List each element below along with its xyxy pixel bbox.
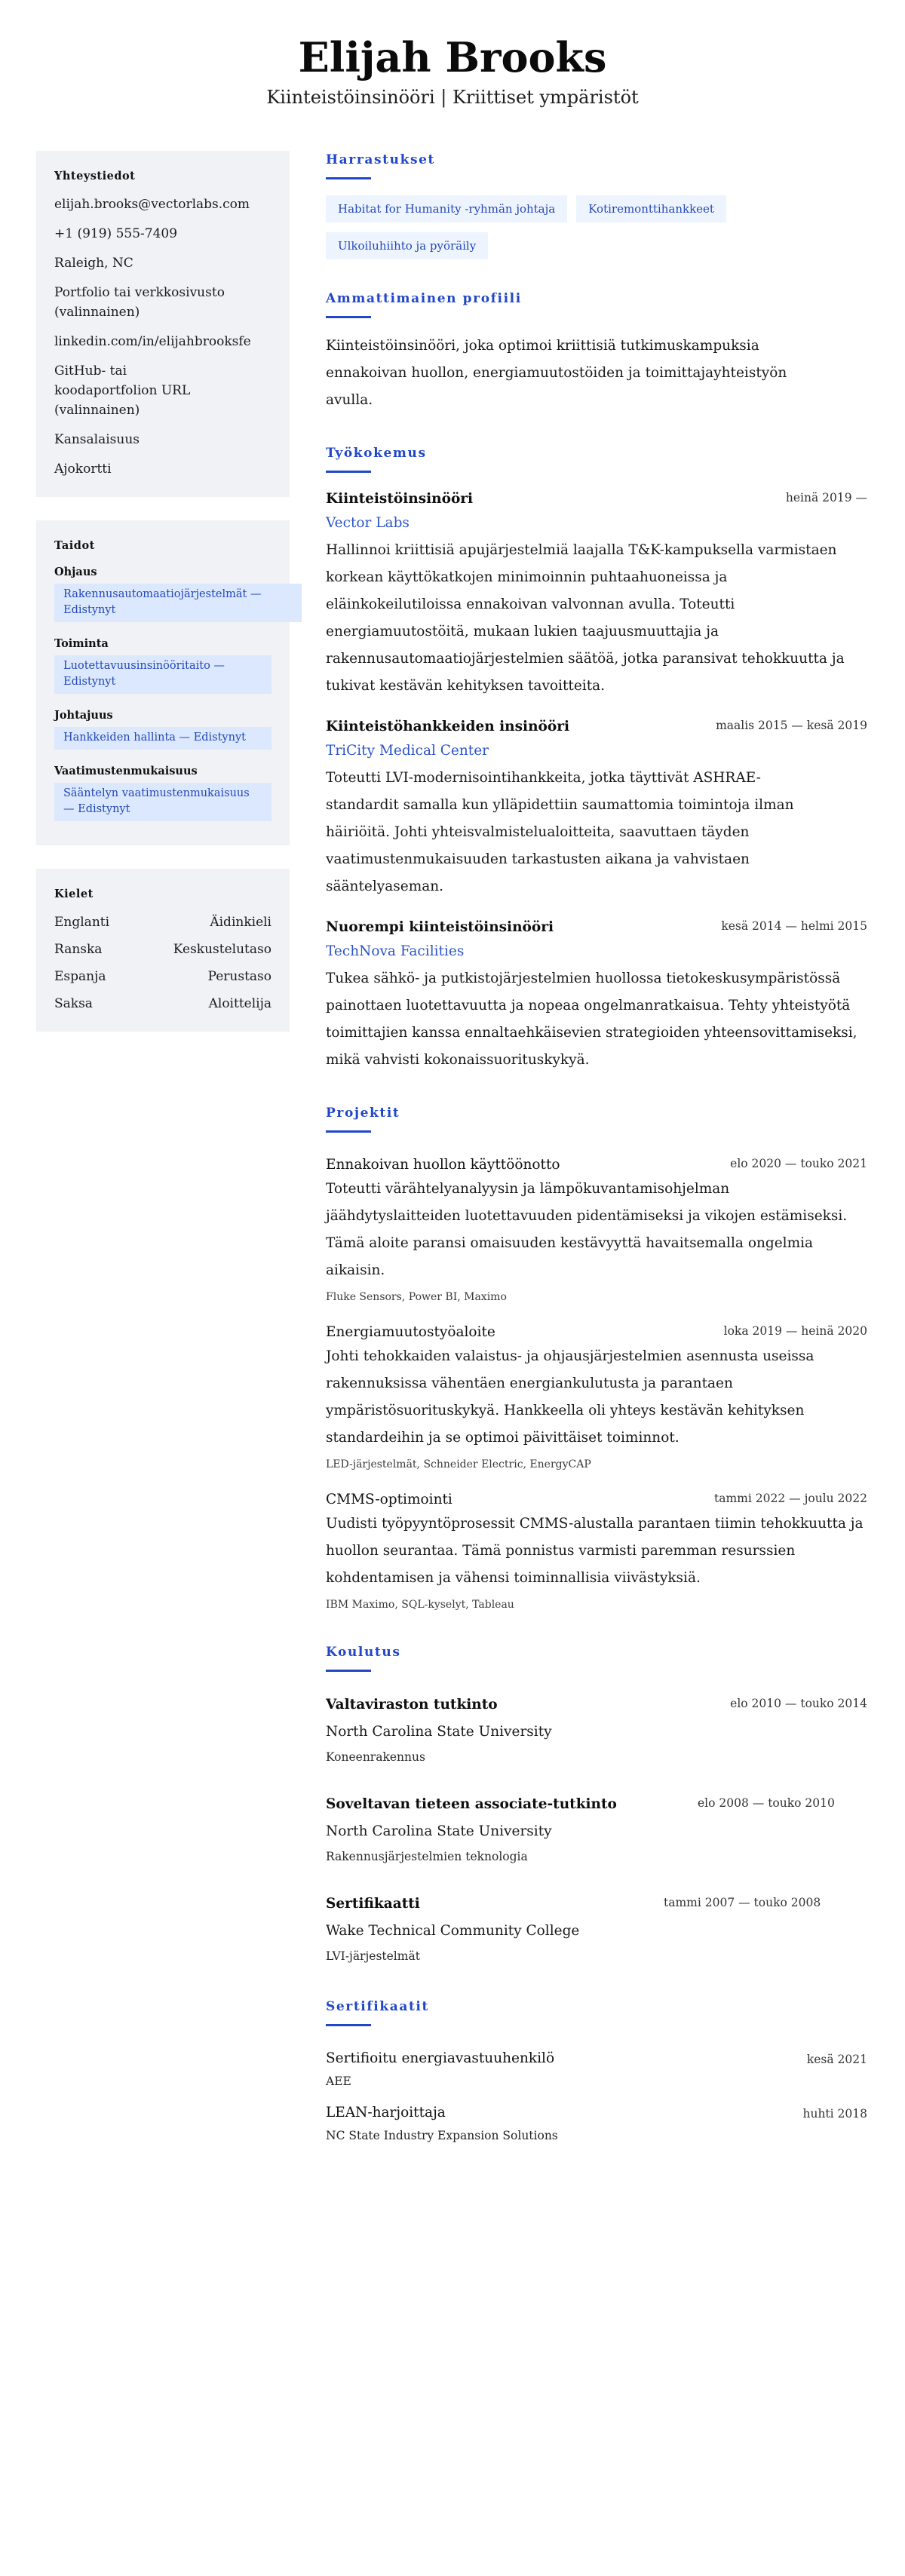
section-divider <box>326 471 371 473</box>
section-title-experience: Työkokemus <box>326 446 427 461</box>
contact-github[interactable]: GitHub- tai koodaportfolion URL (valinnainen) <box>54 363 191 418</box>
certification-date: kesä 2021 <box>806 2053 867 2066</box>
certification-date: huhti 2018 <box>802 2107 867 2121</box>
project-tech: LED-järjestelmät, Schneider Electric, EnergyCAP <box>326 1458 591 1470</box>
contact-portfolio[interactable]: Portfolio tai verkkosivusto (valinnainen) <box>54 285 225 320</box>
profile-section <box>326 290 867 414</box>
certification-name: LEAN-harjoittaja <box>326 2105 446 2121</box>
skill-group <box>54 636 272 694</box>
section-title-certifications: Sertifikaatit <box>326 1999 429 2014</box>
language-level: Äidinkieli <box>210 915 272 930</box>
job-title: Kiinteistöhankkeiden insinööri <box>326 719 569 734</box>
project-description: Johti tehokkaiden valaistus- ja ohjausjärjestelmien asennusta useissa rakennuksissa vähentäen energiankulutusta ja parantaen ympäristösuorituskykyä. Hankkeella oli yhteys kestävän kehityksen standardeihin ja se optimoi päivittäiset toiminnot. <box>326 1348 814 1446</box>
main-column <box>326 151 867 2176</box>
language-level: Perustaso <box>207 969 272 984</box>
project-description: Uudisti työpyyntöprosessit CMMS-alustalla parantaen tiimin tehokkuutta ja huollon seurantaa. Tämä ponnistus varmisti paremman resurssien kohdentamisen ja vähensi toiminnallisia viivästyksiä. <box>326 1516 864 1586</box>
section-title-profile: Ammattimainen profiili <box>326 291 522 306</box>
job-company: TriCity Medical Center <box>326 743 489 759</box>
project-entry <box>326 1155 867 1305</box>
job-company: Vector Labs <box>326 515 410 531</box>
language-level: Aloittelija <box>208 996 272 1011</box>
project-header <box>326 1489 867 1510</box>
contact-phone[interactable]: +1 (919) 555-7409 <box>54 226 178 241</box>
project-tech: Fluke Sensors, Power BI, Maximo <box>326 1291 507 1303</box>
certification-details <box>326 2100 558 2145</box>
skill-group <box>54 564 272 622</box>
project-header <box>326 1322 867 1343</box>
contact-location: Raleigh, NC <box>54 256 133 271</box>
project-title: Energiamuutostyöaloite <box>326 1324 495 1340</box>
interest-tag: Ulkoiluhiihto ja pyöräily <box>326 232 488 259</box>
education-date: tammi 2007 — touko 2008 <box>664 1896 821 1909</box>
skill-group <box>54 707 272 750</box>
section-divider <box>326 1670 371 1672</box>
contact-drivers-license: Ajokortti <box>54 462 112 477</box>
certification-details <box>326 2046 554 2091</box>
project-header <box>326 1155 867 1176</box>
contact-box <box>36 151 290 497</box>
education-details <box>326 1691 552 1768</box>
language-level: Keskustelutaso <box>173 942 272 957</box>
experience-section <box>326 444 867 1074</box>
job-title: Nuorempi kiinteistöinsinööri <box>326 919 554 935</box>
job-entry <box>326 716 867 900</box>
languages-box <box>36 869 290 1032</box>
skills-box <box>36 520 290 845</box>
education-degree: Sertifikaatti <box>326 1896 420 1912</box>
skill-group <box>54 763 272 821</box>
skill-category: Toiminta <box>54 637 109 650</box>
skill-category: Vaatimustenmukaisuus <box>54 765 198 777</box>
interest-tag: Kotiremonttihankkeet <box>576 195 726 222</box>
profile-summary: Kiinteistöinsinööri, joka optimoi kriittisiä tutkimuskampuksia ennakoivan huollon, energiamuutostöiden ja toimittajayhteistyön avulla. <box>326 338 787 408</box>
certification-entry <box>326 2100 867 2145</box>
education-details <box>326 1891 612 1967</box>
job-company: TechNova Facilities <box>326 943 465 959</box>
languages-heading: Kielet <box>54 888 94 900</box>
certification-name: Sertifioitu energiavastuuhenkilö <box>326 2050 555 2066</box>
section-divider <box>326 177 371 179</box>
language-list <box>54 912 272 1014</box>
language-row <box>54 967 272 986</box>
skill-chip: Rakennusautomaatiojärjestelmät — Edistynyt <box>54 584 302 622</box>
job-date: kesä 2014 — helmi 2015 <box>721 919 867 933</box>
education-degree: Soveltavan tieteen associate-tutkinto <box>326 1796 617 1812</box>
project-tech: IBM Maximo, SQL-kyselyt, Tableau <box>326 1599 514 1611</box>
project-title: Ennakoivan huollon käyttöönotto <box>326 1157 560 1173</box>
resume-layout <box>0 151 905 2176</box>
education-details <box>326 1791 643 1868</box>
language-row <box>54 912 272 932</box>
language-row <box>54 940 272 959</box>
education-field: Rakennusjärjestelmien teknologia <box>326 1850 528 1863</box>
skill-category: Ohjaus <box>54 566 97 578</box>
job-header <box>326 716 867 738</box>
education-field: Koneenrakennus <box>326 1750 425 1764</box>
certification-entry <box>326 2046 867 2091</box>
job-description: Toteutti LVI-modernisointihankkeita, jotka täyttivät ASHRAE-standardit samalla kun ylläpidettiin saumattomia toimintoja ilman häiriöitä. Johti yhteisvalmistelualoitteita, saavuttaen täyden vaatimustenmukaisuuden tarkastusten aikana ja vahvistaen sääntelyaseman. <box>326 770 794 894</box>
skill-chip: Luotettavuusinsinööritaito — Edistynyt <box>54 655 272 694</box>
skill-chip: Hankkeiden hallinta — Edistynyt <box>54 727 272 750</box>
job-date: maalis 2015 — kesä 2019 <box>716 719 867 732</box>
project-entry <box>326 1322 867 1473</box>
language-row <box>54 994 272 1014</box>
language-name: Espanja <box>54 969 106 984</box>
section-divider <box>326 2024 371 2026</box>
language-name: Englanti <box>54 915 110 930</box>
job-header <box>326 917 867 938</box>
candidate-subtitle: Kiinteistöinsinööri | Kriittiset ympäristöt <box>266 87 639 108</box>
contact-citizenship: Kansalaisuus <box>54 432 140 447</box>
education-degree: Valtaviraston tutkinto <box>326 1697 498 1713</box>
interests-section <box>326 151 867 259</box>
section-title-education: Koulutus <box>326 1645 401 1660</box>
education-school: North Carolina State University <box>326 1724 552 1740</box>
education-entry <box>326 1891 867 1967</box>
project-date: loka 2019 — heinä 2020 <box>723 1324 867 1338</box>
job-description: Tukea sähkö- ja putkistojärjestelmien huollossa tietokeskusympäristössä painottaen luotettavuutta ja nopeaa ongelmanratkaisua. Tehty yhteistyötä toimittajien kanssa ennaltaehkäisevien strategioiden yhteensovittamiseksi, mikä vahvisti kokonaissuorituskykyä. <box>326 971 857 1068</box>
project-entry <box>326 1489 867 1613</box>
project-title: CMMS-optimointi <box>326 1492 452 1507</box>
skills-heading: Taidot <box>54 539 95 552</box>
project-date: tammi 2022 — joulu 2022 <box>714 1492 867 1505</box>
section-title-interests: Harrastukset <box>326 152 436 167</box>
job-date: heinä 2019 — <box>785 491 867 504</box>
skill-category: Johtajuus <box>54 709 113 722</box>
language-name: Ranska <box>54 942 103 957</box>
job-entry <box>326 489 867 700</box>
project-description: Toteutti värähtelyanalyysin ja lämpökuvantamisohjelman jäähdytyslaitteiden luotettavuuden pidentämiseksi ja vikojen estämiseksi. Tämä aloite paransi omaisuuden kestävyyttä havaitsemalla ongelmia aikaisin. <box>326 1181 848 1278</box>
education-date: elo 2010 — touko 2014 <box>730 1697 867 1710</box>
education-date: elo 2008 — touko 2010 <box>698 1796 835 1810</box>
resume-header <box>0 0 905 130</box>
candidate-name: Elijah Brooks <box>298 33 607 81</box>
education-section <box>326 1643 867 1967</box>
interest-tags <box>326 195 867 259</box>
certification-issuer: NC State Industry Expansion Solutions <box>326 2129 558 2142</box>
skill-chip: Sääntelyn vaatimustenmukaisuus — Edistynyt <box>54 783 272 821</box>
job-description: Hallinnoi kriittisiä apujärjestelmiä laajalla T&K-kampuksella varmistaen korkean käyttökatkojen minimoinnin puhtaahuoneissa ja eläinkokeilutiloissa ennakoivan valvonnan avulla. Toteutti energiamuutostöitä, mukaan lukien taajuusmuuttajia ja rakennusautomaatiojärjestelmien säätöä, jotka paransivat tehokkuutta ja tukivat kestävän kehityksen tavoitteita. <box>326 542 845 694</box>
contact-email[interactable]: elijah.brooks@vectorlabs.com <box>54 197 250 212</box>
education-entry <box>326 1691 867 1768</box>
section-divider <box>326 316 371 318</box>
sidebar <box>36 151 290 2176</box>
certifications-section <box>326 1998 867 2145</box>
projects-section <box>326 1104 867 1613</box>
contact-linkedin[interactable]: linkedin.com/in/elijahbrooksfe <box>54 334 251 349</box>
language-name: Saksa <box>54 996 93 1011</box>
education-field: LVI-järjestelmät <box>326 1949 420 1963</box>
education-school: Wake Technical Community College <box>326 1923 580 1939</box>
certification-issuer: AEE <box>326 2075 351 2088</box>
interest-tag: Habitat for Humanity -ryhmän johtaja <box>326 195 567 222</box>
job-title: Kiinteistöinsinööri <box>326 491 474 507</box>
education-school: North Carolina State University <box>326 1823 552 1839</box>
education-entry <box>326 1791 867 1868</box>
section-divider <box>326 1130 371 1133</box>
job-header <box>326 489 867 510</box>
job-entry <box>326 917 867 1074</box>
section-title-projects: Projektit <box>326 1106 400 1121</box>
contact-heading: Yhteystiedot <box>54 170 136 182</box>
project-date: elo 2020 — touko 2021 <box>730 1157 867 1170</box>
